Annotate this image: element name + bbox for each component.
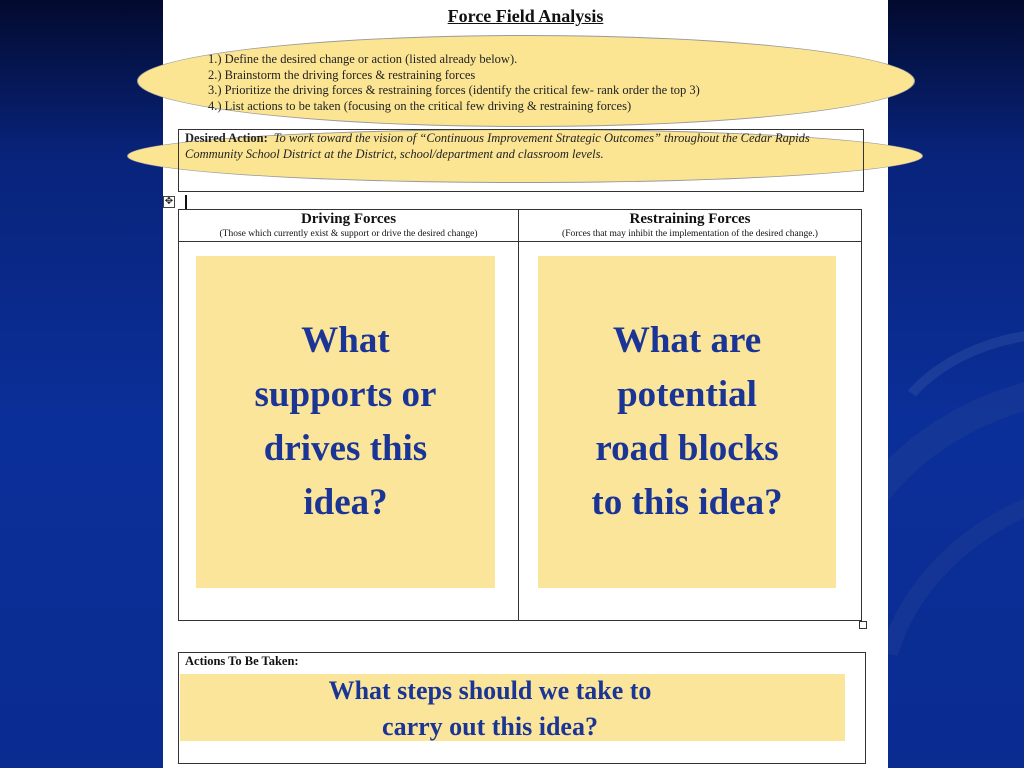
text-cursor xyxy=(185,195,187,209)
note-line: What steps should we take to xyxy=(328,676,652,705)
desired-action-text: To work toward the vision of “Continuous Improvement Strategic Outcomes” throughout the Cedar Rapids Community School District at the District, school/department and classroom levels. xyxy=(185,131,810,161)
table-header-divider xyxy=(178,241,862,242)
instruction-step: 4.) List actions to be taken (focusing on the critical few driving & restraining forces) xyxy=(208,98,632,113)
note-line: idea? xyxy=(303,482,388,523)
instruction-step: 2.) Brainstorm the driving forces & restraining forces xyxy=(208,67,476,82)
restraining-forces-subtitle: (Forces that may inhibit the implementation of the desired change.) xyxy=(562,229,818,239)
driving-forces-title: Driving Forces xyxy=(300,211,397,227)
table-column-divider xyxy=(518,209,519,621)
driving-forces-subtitle: (Those which currently exist & support or drive the desired change) xyxy=(219,229,478,239)
restraining-forces-title: Restraining Forces xyxy=(629,211,751,227)
driving-forces-header xyxy=(179,210,518,240)
note-line: potential xyxy=(617,374,757,415)
actions-note xyxy=(180,674,845,741)
instructions-list xyxy=(208,52,700,114)
driving-forces-note xyxy=(196,256,495,588)
note-line: What xyxy=(301,320,390,361)
note-line: supports or xyxy=(254,374,437,415)
actions-label: Actions To Be Taken: xyxy=(185,654,299,668)
note-line: to this idea? xyxy=(591,482,783,523)
note-line: carry out this idea? xyxy=(382,712,598,741)
desired-action-label: Desired Action: xyxy=(185,131,268,145)
note-line: road blocks xyxy=(595,428,779,469)
desired-action xyxy=(185,131,825,162)
table-move-handle-icon[interactable]: ✥ xyxy=(164,196,174,207)
note-line: What are xyxy=(612,320,762,361)
document-title: Force Field Analysis xyxy=(447,6,604,26)
restraining-forces-note xyxy=(538,256,836,588)
note-line: drives this xyxy=(263,428,428,469)
table-resize-handle[interactable] xyxy=(859,621,867,629)
restraining-forces-header xyxy=(519,210,861,240)
instruction-step: 1.) Define the desired change or action (listed already below). xyxy=(208,52,518,66)
instruction-step: 3.) Prioritize the driving forces & restraining forces (identify the critical few- rank order the top 3) xyxy=(208,83,700,97)
